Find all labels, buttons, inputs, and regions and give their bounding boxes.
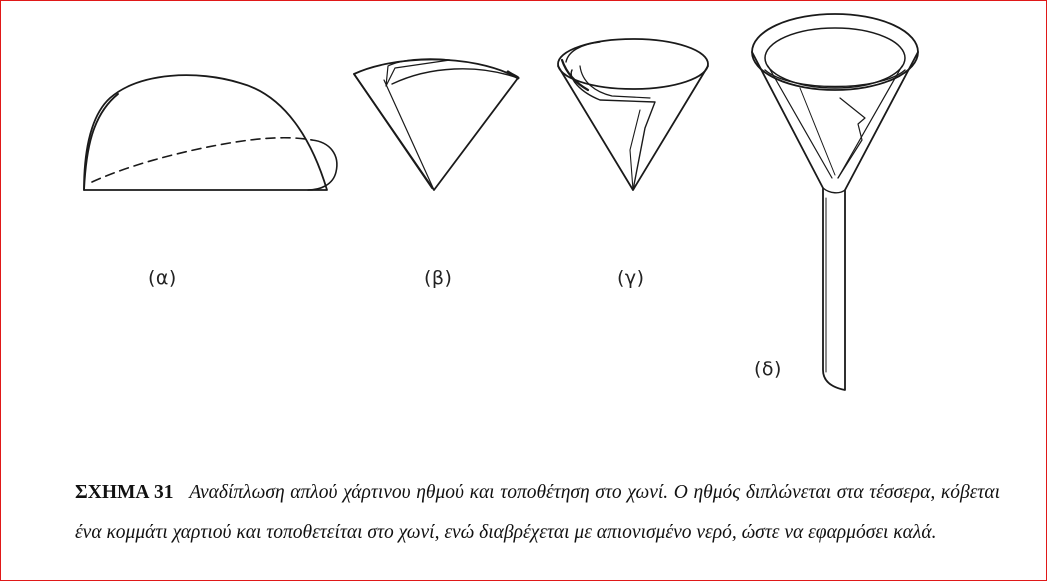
figure-label-b: (β) — [424, 267, 453, 289]
figure-b-quarter-fold — [354, 59, 518, 190]
caption-title: ΣΧΗΜΑ 31 — [75, 482, 174, 503]
figure-a-folded-half-circle — [84, 75, 337, 190]
figure-c-cone — [558, 39, 708, 190]
figure-label-c: (γ) — [617, 267, 645, 289]
figure-label-d: (δ) — [754, 358, 782, 380]
figure-d-funnel-with-filter — [752, 14, 918, 390]
figure-caption — [75, 473, 1000, 553]
caption-text: Αναδίπλωση απλού χάρτινου ηθμού και τοποθέτηση στο χωνί. Ο ηθμός διπλώνεται στα τέσσερα, κόβεται ένα κομμάτι χαρτιού και τοποθετείται στο χωνί, ενώ διαβρέχεται με απιονισμένο νερό, ώστε να εφαρμόσει καλά. — [75, 482, 1001, 543]
figure-label-a: (α) — [148, 267, 177, 289]
